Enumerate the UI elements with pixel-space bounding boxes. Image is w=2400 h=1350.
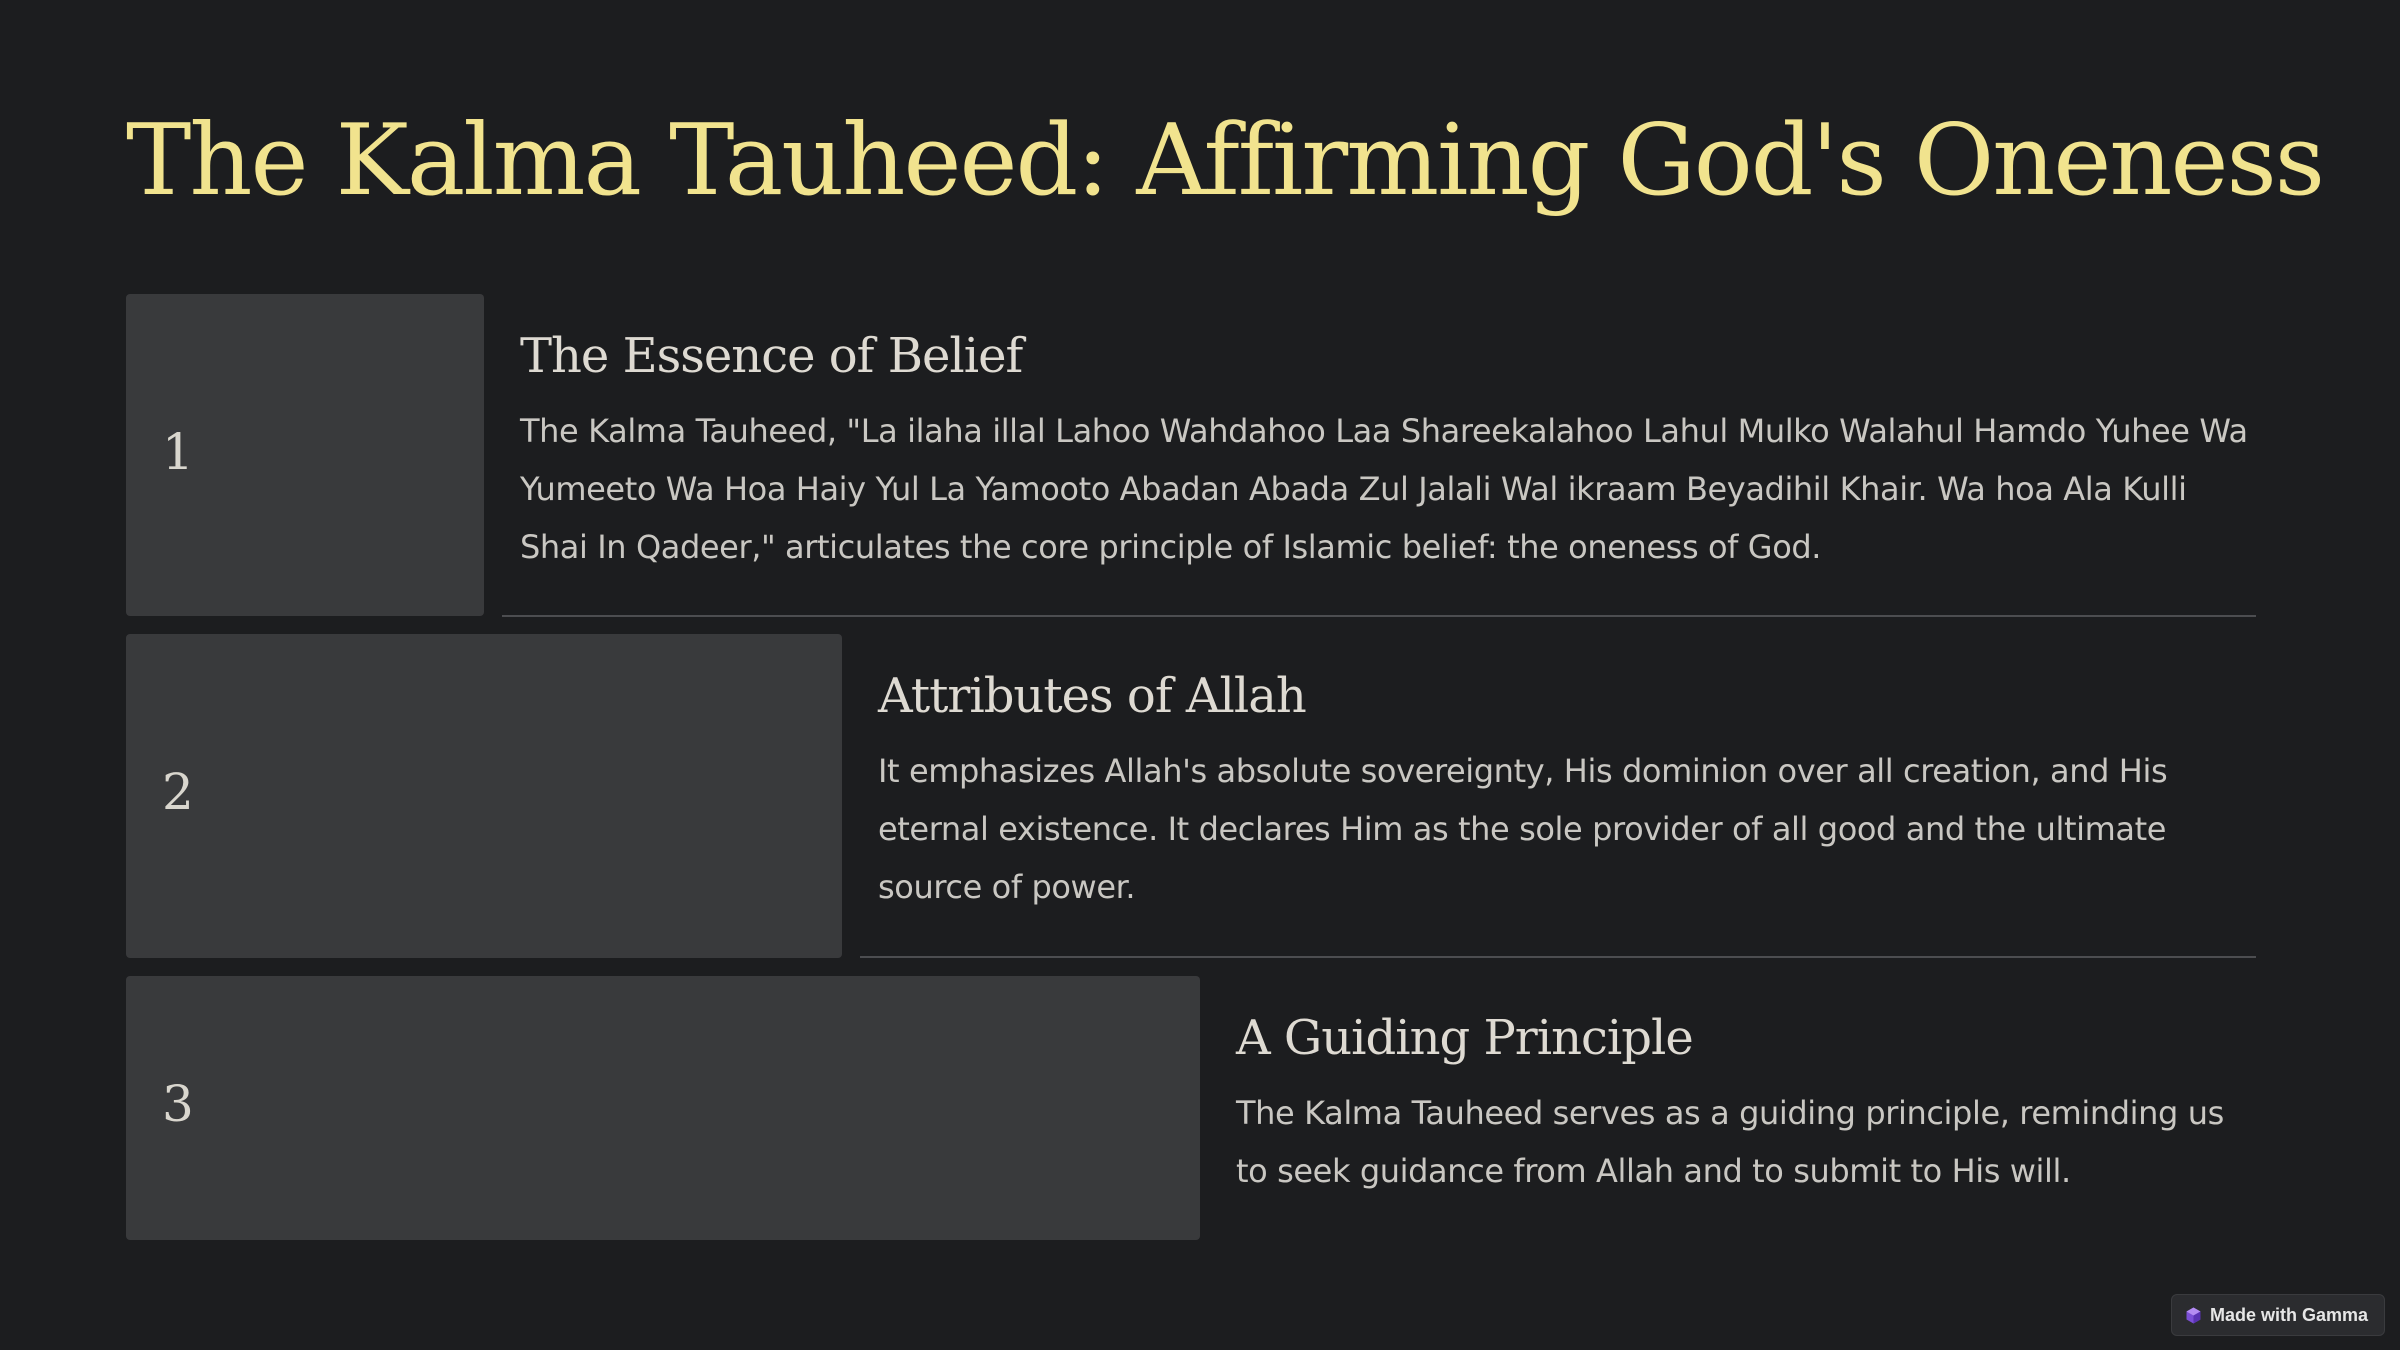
step-3-number-box xyxy=(126,976,1200,1240)
step-1-text: The Kalma Tauheed, "La ilaha illal Lahoo Wahdahoo Laa Shareekalahoo Lahul Mulko Walahul Hamdo Yuhee Wa Yumeeto Wa Hoa Haiy Yul La Yamooto Abadan Abada Zul Jalali Wal ikraam Beyadihil Khair. Wa hoa Ala Kulli Shai In Qadeer," articulates the core principle of Islamic belief: the oneness of God. xyxy=(520,412,2248,566)
step-2-divider xyxy=(860,956,2256,958)
step-1-divider xyxy=(502,615,2256,617)
slide-title: The Kalma Tauheed: Affirming God's Oneness xyxy=(126,104,2324,218)
step-2-number-box xyxy=(126,634,842,958)
step-2-heading: Attributes of Allah xyxy=(878,668,1306,724)
step-3-heading: A Guiding Principle xyxy=(1236,1010,1693,1066)
step-1-heading: The Essence of Belief xyxy=(520,328,1023,384)
step-2-text: It emphasizes Allah's absolute sovereignty, His dominion over all creation, and His eternal existence. It declares Him as the sole provider of all good and the ultimate source of power. xyxy=(878,752,2168,906)
step-3-content xyxy=(1236,976,2256,1200)
made-with-gamma-badge[interactable] xyxy=(2171,1294,2385,1336)
step-1-number: 1 xyxy=(162,423,194,481)
step-1 xyxy=(126,294,2256,618)
step-3 xyxy=(126,976,2256,1240)
step-2 xyxy=(126,634,2256,958)
step-2-content xyxy=(878,634,2256,916)
gamma-logo-icon xyxy=(2186,1307,2201,1324)
step-3-text: The Kalma Tauheed serves as a guiding principle, reminding us to seek guidance from Allah and to submit to His will. xyxy=(1236,1094,2224,1190)
step-1-number-box xyxy=(126,294,484,616)
step-2-number: 2 xyxy=(162,763,194,821)
badge-label: Made with Gamma xyxy=(2209,1304,2368,1325)
step-1-content xyxy=(520,294,2256,576)
step-3-number: 3 xyxy=(162,1075,194,1133)
